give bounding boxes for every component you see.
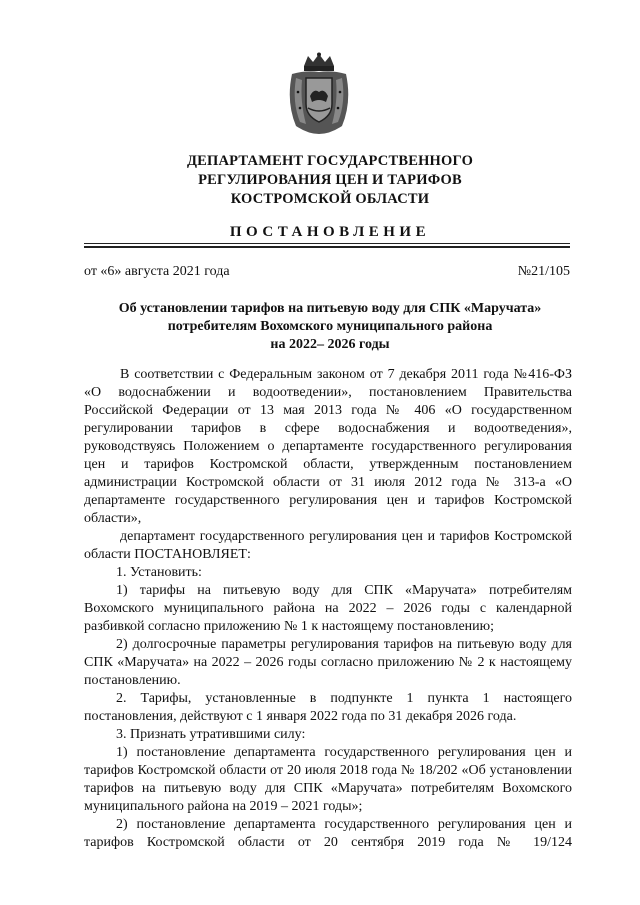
coat-of-arms-icon bbox=[282, 52, 356, 136]
department-name-line: РЕГУЛИРОВАНИЯ ЦЕН И ТАРИФОВ bbox=[198, 172, 462, 188]
item-2: 2. Тарифы, установленные в подпункте 1 пункта 1 настоящего постановления, действуют с 1 января 2022 года по 31 декабря 2026 года. bbox=[84, 691, 572, 724]
header-divider bbox=[84, 243, 570, 244]
title-line: Об установлении тарифов на питьевую воду для СПК «Маручата» bbox=[118, 301, 542, 316]
department-name-line: ДЕПАРТАМЕНТ ГОСУДАРСТВЕННОГО bbox=[186, 153, 474, 169]
document-type-heading: ПОСТАНОВЛЕНИЕ bbox=[229, 224, 431, 240]
document-number: №21/105 bbox=[517, 264, 570, 279]
resolution-paragraph: департамент государственного регулирования цен и тарифов Костромской области ПОСТАНОВЛЯЕТ: bbox=[84, 529, 572, 562]
header-divider-thick bbox=[84, 246, 570, 248]
preamble-paragraph: В соответствии с Федеральным законом от 7 декабря 2011 года №416-ФЗ «О водоснабжении и водоотведении», постановлением Правительства Российской Федерации от 13 мая 2013 года № 406 «О государственном регулировании тарифов в сфере водоснабжения и водоотведения», руководствуясь Положением о департаменте государственного регулирования цен и тарифов Костромской области, утвержденным постановлением администрации Костромской области от 31 июля 2012 года № 313-а «О департаменте государственного регулирования цен и тарифов Костромской области», bbox=[84, 367, 572, 526]
title-line: на 2022– 2026 годы bbox=[270, 337, 390, 352]
item-1: 1. Установить: bbox=[116, 565, 202, 580]
department-name bbox=[80, 152, 580, 209]
item-3-subitem-2: 2) постановление департамента государственного регулирования цен и тарифов Костромской области от 20 сентября 2019 года № 19/124 bbox=[84, 817, 572, 850]
document-body bbox=[84, 366, 572, 852]
document-date: от «6» августа 2021 года bbox=[84, 264, 230, 279]
item-1-subitem-2: 2) долгосрочные параметры регулирования тарифов на питьевую воду для СПК «Маручата» на 2022 – 2026 годы согласно приложению № 2 к настоящему постановлению. bbox=[84, 637, 572, 688]
department-name-line: КОСТРОМСКОЙ ОБЛАСТИ bbox=[230, 191, 430, 207]
date-number-line bbox=[84, 264, 570, 280]
item-3-subitem-1: 1) постановление департамента государственного регулирования цен и тарифов Костромской области от 20 июля 2018 года № 18/202 «Об установлении тарифов на питьевую воду для СПК «Маручата» потребителям Вохомского муниципального района на 2019 – 2021 годы»; bbox=[84, 745, 572, 814]
document-title bbox=[80, 300, 580, 354]
item-3: 3. Признать утратившими силу: bbox=[116, 727, 306, 742]
item-1-subitem-1: 1) тарифы на питьевую воду для СПК «Маручата» потребителям Вохомского муниципального района на 2022 – 2026 годы с календарной разбивкой согласно приложению № 1 к настоящему постановлению; bbox=[84, 583, 572, 634]
title-line: потребителям Вохомского муниципального района bbox=[167, 319, 493, 334]
